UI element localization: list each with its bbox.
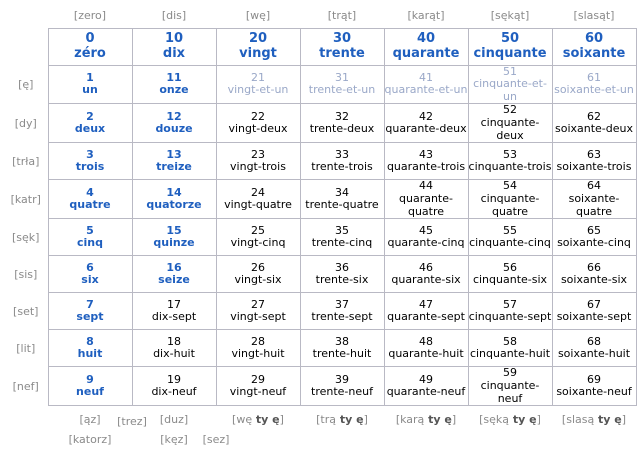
column-phonetic: [zero]	[73, 9, 107, 23]
footer-phon-tra: [trą	[316, 413, 336, 427]
number-digit: 32	[335, 109, 349, 123]
footer-phon-slasa: [slasą	[561, 413, 595, 427]
number-digit: 44	[419, 179, 433, 193]
number-cell	[216, 367, 300, 406]
footer-phonetics	[0, 412, 640, 452]
number-digit: 50	[500, 30, 520, 46]
number-word: trente	[319, 45, 365, 61]
number-word: dix	[162, 45, 186, 61]
number-digit: 21	[251, 70, 265, 84]
number-cell	[48, 219, 132, 256]
footer-phon-slasa-close: ]	[621, 413, 627, 427]
footer-phon-tra-close: ]	[363, 413, 368, 427]
number-digit: 27	[251, 297, 265, 311]
number-word: vingt-quatre	[224, 198, 292, 212]
number-word: quarante	[392, 45, 460, 61]
row-phonetic: [lit]	[16, 341, 36, 355]
number-table-page	[0, 4, 640, 452]
number-digit: 28	[251, 334, 265, 348]
number-digit: 64	[587, 179, 601, 193]
number-cell	[300, 65, 384, 104]
number-word: quinze	[153, 236, 195, 250]
number-digit: 66	[587, 260, 601, 274]
number-digit: 3	[86, 147, 94, 161]
number-digit: 19	[167, 372, 181, 386]
number-cell	[132, 104, 216, 143]
number-cell	[300, 293, 384, 330]
number-digit: 18	[167, 334, 181, 348]
number-cell	[552, 28, 636, 65]
number-word: soixante-sept	[556, 310, 632, 324]
number-word: trente-deux	[309, 122, 375, 136]
row-phonetic: [set]	[13, 304, 39, 318]
number-word: dix-neuf	[151, 385, 197, 399]
table-row	[4, 256, 636, 293]
footer-phon-we: [wę	[232, 413, 253, 427]
number-digit: 59	[503, 366, 517, 380]
footer-forty-phonetic	[384, 412, 468, 428]
number-word: trente-neuf	[311, 385, 373, 399]
number-cell	[216, 180, 300, 219]
number-cell	[300, 180, 384, 219]
row-phonetic: [ę]	[18, 77, 34, 91]
footer-units-phonetic-line2	[48, 432, 132, 448]
number-word: quarante-huit	[388, 347, 464, 361]
number-word: onze	[159, 83, 189, 97]
number-digit: 17	[167, 297, 181, 311]
number-word: cinquante-deux	[480, 116, 540, 142]
number-digit: 11	[166, 70, 182, 84]
number-word: vingt-six	[234, 273, 282, 287]
number-digit: 42	[419, 109, 433, 123]
number-cell	[552, 367, 636, 406]
number-word: trente-six	[315, 273, 369, 287]
number-word: soixante-cinq	[557, 236, 631, 250]
footer-phon-katorz: [katorz]	[68, 433, 112, 447]
number-digit: 38	[335, 334, 349, 348]
number-cell	[384, 180, 468, 219]
number-digit: 30	[332, 30, 352, 46]
number-word: treize	[156, 160, 192, 174]
number-word: vingt	[239, 45, 277, 61]
number-digit: 56	[503, 260, 517, 274]
number-cell	[216, 256, 300, 293]
number-digit: 46	[419, 260, 433, 274]
footer-teens-phonetic-line2b	[174, 432, 258, 448]
number-cell	[216, 330, 300, 367]
number-cell	[132, 143, 216, 180]
number-cell	[384, 104, 468, 143]
number-word: soixante-neuf	[556, 385, 632, 399]
number-cell	[48, 104, 132, 143]
number-digit: 9	[86, 372, 94, 386]
number-digit: 13	[166, 147, 182, 161]
number-digit: 8	[86, 334, 94, 348]
number-word: seize	[158, 273, 190, 287]
number-word: deux	[74, 122, 106, 136]
number-word: soixante-trois	[556, 160, 632, 174]
footer-phon-seka: [sęką	[479, 413, 510, 427]
number-word: cinquante-sept	[468, 310, 552, 324]
row-phonetic: [trła]	[12, 154, 40, 168]
number-word: trente-quatre	[305, 198, 379, 212]
number-cell	[300, 219, 384, 256]
number-word: dix-huit	[153, 347, 195, 361]
number-cell	[468, 367, 552, 406]
table-row	[4, 293, 636, 330]
number-digit: 67	[587, 297, 601, 311]
number-cell	[552, 180, 636, 219]
number-cell	[48, 256, 132, 293]
number-word: quarante-six	[391, 273, 461, 287]
number-word: cinquante-quatre	[480, 191, 540, 218]
number-word: quarante-deux	[385, 122, 467, 136]
number-digit: 37	[335, 297, 349, 311]
column-phonetic: [dis]	[161, 9, 187, 23]
number-word: cinquante-cinq	[469, 236, 551, 250]
number-digit: 61	[587, 70, 601, 84]
number-digit: 14	[166, 185, 182, 199]
number-word: quatre	[69, 198, 111, 212]
number-cell	[468, 219, 552, 256]
number-word: vingt-deux	[228, 122, 288, 136]
table-row	[4, 143, 636, 180]
number-cell	[552, 219, 636, 256]
number-digit: 12	[166, 109, 182, 123]
number-word: cinquante-et-un	[473, 77, 547, 103]
number-cell	[48, 293, 132, 330]
number-word: vingt-cinq	[230, 236, 286, 250]
table-row	[4, 28, 636, 65]
number-word: trente-trois	[311, 160, 373, 174]
number-digit: 54	[503, 179, 517, 193]
number-digit: 29	[251, 372, 265, 386]
number-word: quarante-et-un	[384, 83, 468, 97]
number-digit: 23	[251, 147, 265, 161]
number-digit: 6	[86, 260, 94, 274]
number-digit: 15	[166, 223, 182, 237]
number-cell	[216, 143, 300, 180]
number-word: zéro	[74, 45, 106, 61]
number-cell	[468, 256, 552, 293]
column-phonetic: [sękąt]	[490, 9, 530, 23]
number-digit: 0	[85, 30, 95, 46]
number-digit: 63	[587, 147, 601, 161]
table-row	[4, 367, 636, 406]
number-digit: 57	[503, 297, 517, 311]
table-row	[4, 330, 636, 367]
number-digit: 25	[251, 223, 265, 237]
footer-phon-az: [ąz]	[79, 413, 101, 427]
number-cell	[216, 65, 300, 104]
number-digit: 58	[503, 334, 517, 348]
number-digit: 7	[86, 297, 94, 311]
number-cell	[300, 367, 384, 406]
footer-spacer-3	[4, 432, 48, 448]
number-word: cinquante-neuf	[480, 378, 540, 405]
number-cell	[48, 180, 132, 219]
number-word: cinquante-trois	[468, 160, 552, 174]
french-numbers-table	[4, 4, 637, 406]
number-digit: 41	[419, 70, 433, 84]
number-cell	[552, 65, 636, 104]
number-digit: 48	[419, 334, 433, 348]
number-word: soixante-quatre	[568, 191, 620, 218]
table-row	[4, 180, 636, 219]
number-cell	[384, 330, 468, 367]
number-word: quarante-cinq	[387, 236, 465, 250]
number-word: neuf	[76, 385, 104, 399]
number-cell	[48, 65, 132, 104]
number-digit: 20	[248, 30, 268, 46]
row-phonetic: [dy]	[14, 116, 37, 130]
number-word: six	[81, 273, 99, 287]
footer-phon-kara: [karą	[395, 413, 425, 427]
number-cell	[552, 330, 636, 367]
number-digit: 34	[335, 185, 349, 199]
number-digit: 52	[503, 103, 517, 117]
number-cell	[468, 180, 552, 219]
number-cell	[132, 293, 216, 330]
number-word: trente-cinq	[311, 236, 373, 250]
number-cell	[300, 28, 384, 65]
footer-row-2	[4, 432, 636, 448]
row-phonetic	[4, 28, 48, 65]
number-cell	[384, 65, 468, 104]
footer-sixty-phonetic	[552, 412, 636, 428]
footer-thirty-phonetic	[300, 412, 384, 428]
number-digit: 1	[86, 70, 94, 84]
number-digit: 65	[587, 223, 601, 237]
number-cell	[552, 293, 636, 330]
number-cell	[468, 143, 552, 180]
number-word: soixante-deux	[554, 122, 634, 136]
number-word: trente-et-un	[308, 83, 376, 97]
number-word: quarante-trois	[386, 160, 466, 174]
number-cell	[48, 143, 132, 180]
footer-fifty-phonetic	[468, 412, 552, 428]
footer-phon-kara-close: ]	[451, 413, 457, 427]
number-word: soixante-huit	[557, 347, 631, 361]
number-word: cinquante	[473, 45, 547, 61]
number-digit: 53	[503, 147, 517, 161]
corner-spacer	[4, 4, 48, 28]
number-cell	[552, 256, 636, 293]
number-cell	[552, 104, 636, 143]
number-cell	[468, 65, 552, 104]
row-phonetic: [sęk]	[12, 230, 40, 244]
footer-phon-kez: [kęz]	[160, 433, 188, 447]
footer-phon-trez: [trez]	[117, 415, 147, 429]
number-digit: 62	[587, 109, 601, 123]
column-phonetic: [wę]	[245, 9, 271, 23]
number-word: dix-sept	[151, 310, 197, 324]
number-word: un	[82, 83, 98, 97]
row-phonetic: [nef]	[12, 379, 39, 393]
number-cell	[132, 256, 216, 293]
footer-phon-we-close: ]	[279, 413, 284, 427]
number-word: sept	[76, 310, 104, 324]
number-cell	[132, 180, 216, 219]
number-cell	[132, 65, 216, 104]
number-digit: 36	[335, 260, 349, 274]
number-digit: 26	[251, 260, 265, 274]
number-word: soixante-et-un	[554, 83, 634, 97]
footer-phon-seka-bold: ty ę	[509, 413, 537, 427]
footer-phon-we-bold: ty ę	[252, 413, 280, 427]
number-digit: 49	[419, 372, 433, 386]
number-digit: 33	[335, 147, 349, 161]
number-cell	[300, 143, 384, 180]
column-phonetics-row	[4, 4, 636, 28]
number-digit: 55	[503, 223, 517, 237]
number-cell	[468, 28, 552, 65]
number-word: vingt-sept	[230, 310, 286, 324]
table-row	[4, 65, 636, 104]
number-word: vingt-neuf	[229, 385, 287, 399]
number-word: cinquante-six	[472, 273, 548, 287]
number-word: trois	[75, 160, 105, 174]
number-digit: 60	[584, 30, 604, 46]
footer-units-phonetic-line1b	[90, 414, 174, 430]
number-cell	[468, 293, 552, 330]
number-cell	[384, 367, 468, 406]
number-cell	[132, 367, 216, 406]
number-cell	[132, 28, 216, 65]
footer-phon-slasa-bold: ty ę	[594, 413, 622, 427]
number-cell	[384, 219, 468, 256]
number-cell	[384, 143, 468, 180]
number-cell	[48, 28, 132, 65]
number-word: vingt-huit	[231, 347, 285, 361]
number-cell	[216, 28, 300, 65]
number-digit: 68	[587, 334, 601, 348]
number-cell	[48, 330, 132, 367]
number-digit: 40	[416, 30, 436, 46]
number-digit: 45	[419, 223, 433, 237]
number-cell	[132, 330, 216, 367]
number-word: soixante	[562, 45, 626, 61]
number-word: trente-huit	[312, 347, 372, 361]
number-cell	[216, 293, 300, 330]
table-row	[4, 104, 636, 143]
number-cell	[300, 330, 384, 367]
number-word: vingt-trois	[230, 160, 286, 174]
number-word: quarante-neuf	[386, 385, 466, 399]
footer-spacer-2	[4, 414, 48, 430]
number-digit: 2	[86, 109, 94, 123]
number-cell	[384, 293, 468, 330]
footer-phon-kara-bold: ty ę	[424, 413, 452, 427]
number-cell	[384, 256, 468, 293]
column-phonetic: [slasąt]	[573, 9, 615, 23]
column-phonetic: [karąt]	[407, 9, 445, 23]
number-digit: 24	[251, 185, 265, 199]
number-digit: 10	[164, 30, 184, 46]
table-row	[4, 219, 636, 256]
number-cell	[300, 256, 384, 293]
number-digit: 39	[335, 372, 349, 386]
footer-twenty-phonetic	[216, 412, 300, 428]
number-digit: 69	[587, 372, 601, 386]
number-digit: 31	[335, 70, 349, 84]
number-digit: 5	[86, 223, 94, 237]
number-digit: 22	[251, 109, 265, 123]
number-word: quatorze	[146, 198, 202, 212]
number-cell	[216, 104, 300, 143]
row-phonetic: [katr]	[10, 192, 41, 206]
number-cell	[216, 219, 300, 256]
number-cell	[132, 219, 216, 256]
number-word: douze	[155, 122, 193, 136]
number-cell	[468, 104, 552, 143]
number-word: quarante-quatre	[399, 191, 453, 218]
number-cell	[552, 143, 636, 180]
footer-phon-seka-close: ]	[536, 413, 541, 427]
number-word: cinq	[77, 236, 103, 250]
footer-phon-duz: [duz]	[159, 413, 189, 427]
number-cell	[468, 330, 552, 367]
number-word: vingt-et-un	[227, 83, 289, 97]
row-phonetic: [sis]	[14, 267, 38, 281]
number-cell	[384, 28, 468, 65]
number-word: quarante-sept	[387, 310, 465, 324]
number-digit: 4	[86, 185, 94, 199]
number-word: huit	[77, 347, 103, 361]
number-digit: 51	[503, 64, 517, 78]
number-cell	[300, 104, 384, 143]
number-word: soixante-six	[560, 273, 628, 287]
footer-phon-sez: [sez]	[202, 433, 230, 447]
number-word: cinquante-huit	[469, 347, 551, 361]
number-digit: 47	[419, 297, 433, 311]
number-word: trente-sept	[311, 310, 373, 324]
number-digit: 16	[166, 260, 182, 274]
number-digit: 43	[419, 147, 433, 161]
footer-phon-tra-bold: ty ę	[336, 413, 364, 427]
number-cell	[48, 367, 132, 406]
column-phonetic: [trąt]	[327, 9, 357, 23]
number-digit: 35	[335, 223, 349, 237]
